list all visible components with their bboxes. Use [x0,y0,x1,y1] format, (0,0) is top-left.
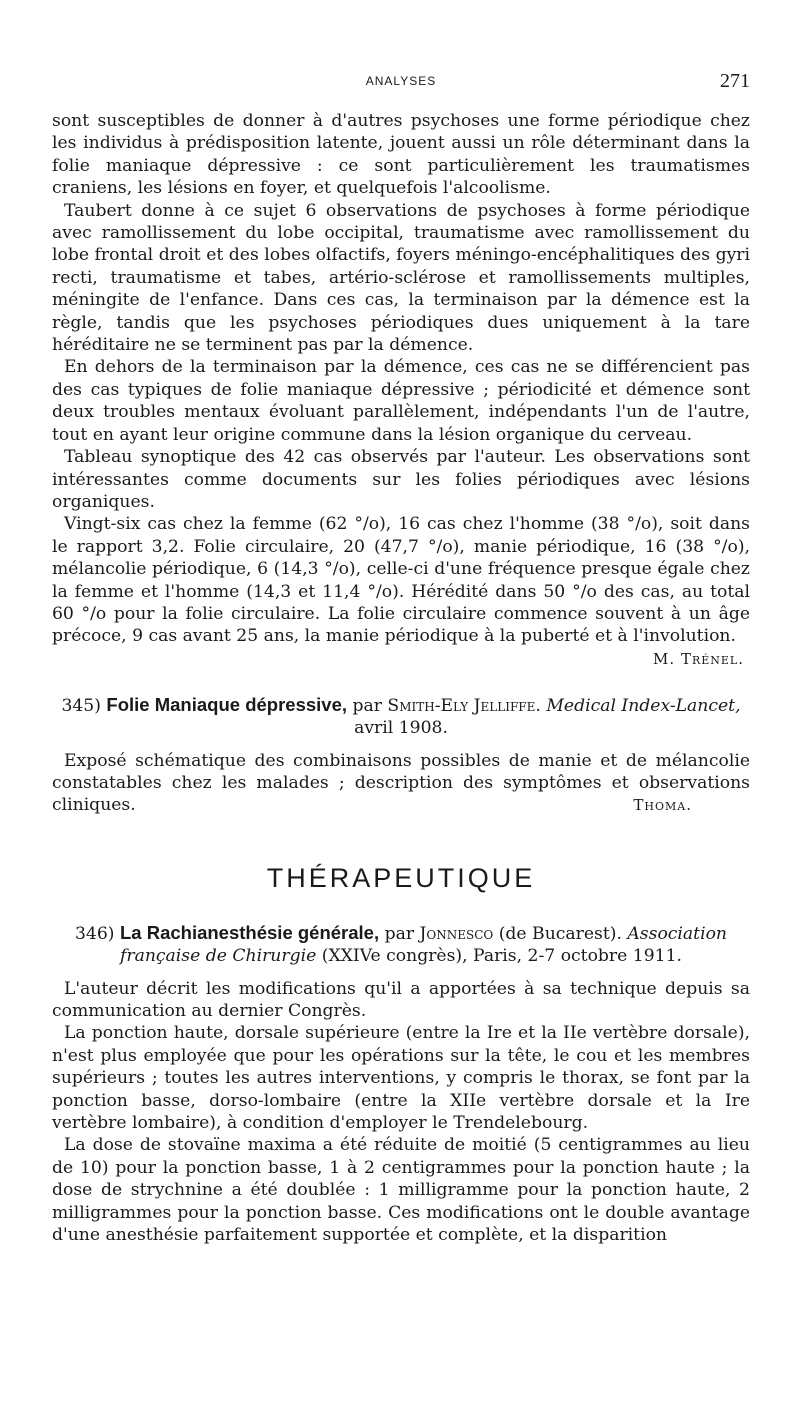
entry-details: (XXIVe congrès), Paris, 2-7 octobre 1911. [321,946,682,967]
entry-authors: Jonnesco [419,923,494,944]
entry-345 [52,694,750,817]
entry-affiliation: (de Bucarest). [498,923,622,944]
paragraph: Taubert donne à ce sujet 6 observations de psychoses à forme périodique avec ramollissement du lobe occipital, traumatisme avec ramollissement du lobe frontal droit et des lobes olfactifs, foyers méningo-encéphalitiques des gyri recti, traumatisme et tabes, artério-sclérose et ramollissements multiples, méningite de l'enfance. Dans ces cas, la terminaison par la démence est la règle, tandis que les psychoses périodiques dues uniquement à la tare héréditaire ne se terminent pas par la démence. [52,200,750,356]
entry-journal: Association française de Chirurgie [120,923,727,967]
page-number: 271 [720,70,750,92]
entry-346 [52,922,750,1247]
paragraph: La dose de stovaïne maxima a été réduite de moitié (5 centigrammes au lieu de 10) pour la ponction basse, 1 à 2 centigrammes pour la ponction haute ; la dose de strychnine a été doublée : 1 milligramme pour la ponction haute, 2 milligrammes pour la ponction basse. Ces modifications ont le double avantage d'une anesthésie parfaitement supportée et complète, et la disparition [52,1135,750,1246]
entry-number: 345) [61,695,101,716]
running-title: ANALYSES [365,74,437,88]
paragraph: Vingt-six cas chez la femme (62 °/o), 16 cas chez l'homme (38 °/o), soit dans le rapport 3,2. Folie circulaire, 20 (47,7 °/o), manie périodique, 16 (38 °/o), mélancolie périodique, 6 (14,3 °/o), celle-ci d'une fréquence presque égale chez la femme et l'homme (14,3 et 11,4 °/o). Hérédité dans 50 °/o des cas, au total 60 °/o pour la folie circulaire. La folie circulaire commence souvent à un âge précoce, 9 cas avant 25 ans, la manie périodique à la puberté et à l'involution. [52,514,750,647]
continuation-article [52,110,750,668]
entry-body [52,750,750,817]
author-signature: M. Trénel. [653,649,744,668]
paragraph: Tableau synoptique des 42 cas observés par l'auteur. Les observations sont intéressantes comme documents sur les folies périodiques avec lésions organiques. [52,447,750,512]
entry-date: avril 1908. [354,718,448,739]
entry-heading [52,922,750,968]
page-header [52,0,750,110]
entry-by: par [384,923,415,944]
paragraph: sont susceptibles de donner à d'autres psychoses une forme périodique chez les individus à prédisposition latente, jouent aussi un rôle déterminant dans la folie maniaque dépressive : ce sont particulièrement les traumatismes craniens, les lésions en foyer, et quelquefois l'alcoolisme. [52,111,750,199]
paragraph [52,750,750,817]
entry-journal: Medical Index-Lancet, [546,695,741,716]
paragraph: L'auteur décrit les modifications qu'il a apportées à sa technique depuis sa communication au dernier Congrès. [52,978,750,1021]
entry-body [52,978,750,1247]
entry-title: Folie Maniaque dépressive, [106,693,348,715]
entry-title: La Rachianesthésie générale, [119,921,380,943]
entry-heading [52,694,750,740]
paragraph-text: Exposé schématique des combinaisons possibles de manie et de mélancolie constatables chez les malades ; description des symptômes et observations cliniques. [52,750,750,816]
paragraph: En dehors de la terminaison par la démence, ces cas ne se différencient pas des cas typiques de folie maniaque dépressive ; périodicité et démence sont deux troubles mentaux évoluant parallèlement, indépendants l'un de l'autre, tout en ayant leur origine commune dans la lésion organique du cerveau. [52,357,750,445]
entry-authors: Smith-Ely Jelliffe. [387,695,541,716]
entry-number: 346) [75,923,115,944]
section-title: THÉRAPEUTIQUE [266,862,536,893]
paragraph: La ponction haute, dorsale supérieure (entre la Ire et la IIe vertèbre dorsale), n'est plus employée que pour les opérations sur la tête, le cou et les membres supérieurs ; toutes les autres interventions, y compris le thorax, se font par la ponction basse, dorso-lombaire (entre la XIIe vertèbre dorsale et la Ire vertèbre lombaire), à condition d'employer le Trendelebourg. [52,1023,750,1134]
entry-by: par [352,695,382,716]
author-signature: Thoma. [633,796,692,815]
